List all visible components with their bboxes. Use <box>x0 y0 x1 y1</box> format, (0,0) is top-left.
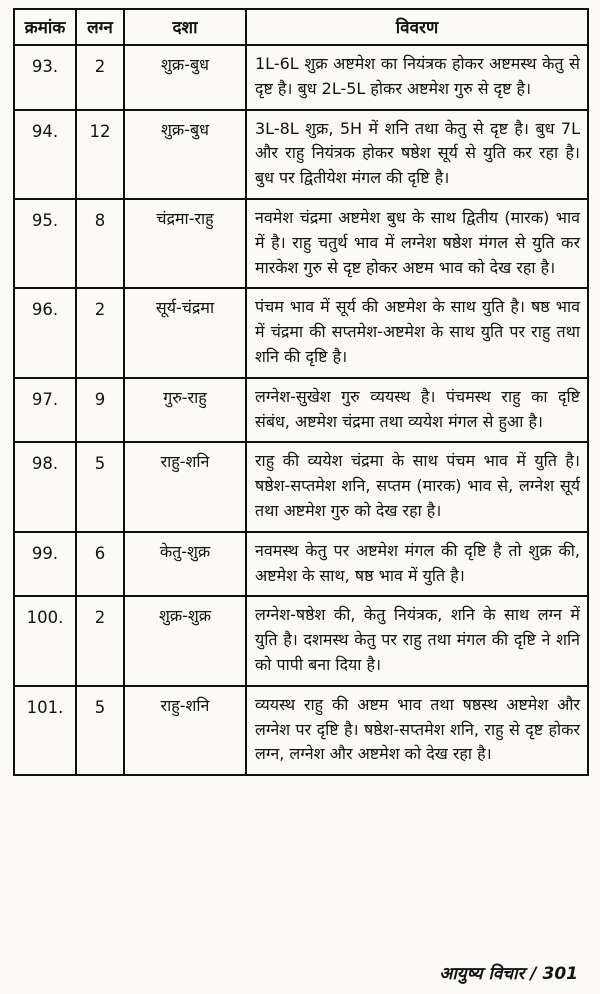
vivaran-cell: लग्नेश-षष्ठेश की, केतु नियंत्रक, शनि के साथ लग्न में युति है। दशमस्थ केतु पर राहु तथा मंगल की दृष्टि ने शनि को पापी बना दिया है। <box>246 596 588 685</box>
dasha-table <box>13 8 589 776</box>
dasha-cell: शुक्र-बुध <box>124 110 246 199</box>
lagna-cell: 9 <box>76 378 124 443</box>
kramank-cell: 96. <box>14 288 76 377</box>
kramank-cell: 95. <box>14 199 76 288</box>
dasha-cell: सूर्य-चंद्रमा <box>124 288 246 377</box>
table-row <box>14 110 588 199</box>
table-row <box>14 442 588 531</box>
dasha-cell: शुक्र-शुक्र <box>124 596 246 685</box>
dasha-cell: केतु-शुक्र <box>124 532 246 597</box>
kramank-cell: 94. <box>14 110 76 199</box>
header-vivaran: विवरण <box>246 9 588 45</box>
header-row <box>14 9 588 45</box>
kramank-cell: 98. <box>14 442 76 531</box>
page-footer: आयुष्य विचार / 301 <box>439 964 578 984</box>
kramank-cell: 97. <box>14 378 76 443</box>
header-kramank: क्रमांक <box>14 9 76 45</box>
vivaran-cell: पंचम भाव में सूर्य की अष्टमेश के साथ युति है। षष्ठ भाव में चंद्रमा की सप्तमेश-अष्टमेश के साथ युति पर राहु तथा शनि की दृष्टि है। <box>246 288 588 377</box>
vivaran-cell: 1L-6L शुक्र अष्टमेश का नियंत्रक होकर अष्टमस्थ केतु से दृष्ट है। बुध 2L-5L होकर अष्टमेश गुरु से दृष्ट है। <box>246 45 588 110</box>
table-row <box>14 532 588 597</box>
vivaran-cell: नवमस्थ केतु पर अष्टमेश मंगल की दृष्टि है तो शुक्र की, अष्टमेश के साथ, षष्ठ भाव में युति है। <box>246 532 588 597</box>
table-body <box>14 45 588 775</box>
table-row <box>14 45 588 110</box>
dasha-cell: चंद्रमा-राहु <box>124 199 246 288</box>
table-row <box>14 686 588 775</box>
kramank-cell: 101. <box>14 686 76 775</box>
lagna-cell: 2 <box>76 45 124 110</box>
vivaran-cell: 3L-8L शुक्र, 5H में शनि तथा केतु से दृष्ट है। बुध 7L और राहु नियंत्रक होकर षष्ठेश सूर्य से युति कर रहा है। बुध पर द्वितीयेश मंगल की दृष्टि है। <box>246 110 588 199</box>
lagna-cell: 2 <box>76 288 124 377</box>
vivaran-cell: लग्नेश-सुखेश गुरु व्ययस्थ है। पंचमस्थ राहु का दृष्टि संबंध, अष्टमेश चंद्रमा तथा व्ययेश मंगल से हुआ है। <box>246 378 588 443</box>
dasha-cell: राहु-शनि <box>124 686 246 775</box>
dasha-cell: शुक्र-बुध <box>124 45 246 110</box>
dasha-cell: राहु-शनि <box>124 442 246 531</box>
table-row <box>14 596 588 685</box>
header-lagna: लग्न <box>76 9 124 45</box>
lagna-cell: 5 <box>76 442 124 531</box>
table-row <box>14 199 588 288</box>
dasha-cell: गुरु-राहु <box>124 378 246 443</box>
vivaran-cell: व्ययस्थ राहु की अष्टम भाव तथा षष्ठस्थ अष्टमेश और लग्नेश पर दृष्टि है। षष्ठेश-सप्तमेश शनि, राहु से दृष्ट होकर लग्न, लग्नेश और अष्टमेश को देख रहा है। <box>246 686 588 775</box>
table-row <box>14 288 588 377</box>
table-header <box>14 9 588 45</box>
kramank-cell: 99. <box>14 532 76 597</box>
vivaran-cell: नवमेश चंद्रमा अष्टमेश बुध के साथ द्वितीय (मारक) भाव में है। राहु चतुर्थ भाव में लग्नेश षष्ठेश मंगल से युति कर मारकेश गुरु से दृष्ट होकर अष्टम भाव को देख रहा है। <box>246 199 588 288</box>
lagna-cell: 12 <box>76 110 124 199</box>
vivaran-cell: राहु की व्ययेश चंद्रमा के साथ पंचम भाव में युति है। षष्ठेश-सप्तमेश शनि, सप्तम (मारक) भाव से, लग्नेश सूर्य तथा अष्टमेश गुरु को देख रहा है। <box>246 442 588 531</box>
lagna-cell: 5 <box>76 686 124 775</box>
kramank-cell: 93. <box>14 45 76 110</box>
kramank-cell: 100. <box>14 596 76 685</box>
lagna-cell: 8 <box>76 199 124 288</box>
lagna-cell: 6 <box>76 532 124 597</box>
table-row <box>14 378 588 443</box>
header-dasha: दशा <box>124 9 246 45</box>
lagna-cell: 2 <box>76 596 124 685</box>
